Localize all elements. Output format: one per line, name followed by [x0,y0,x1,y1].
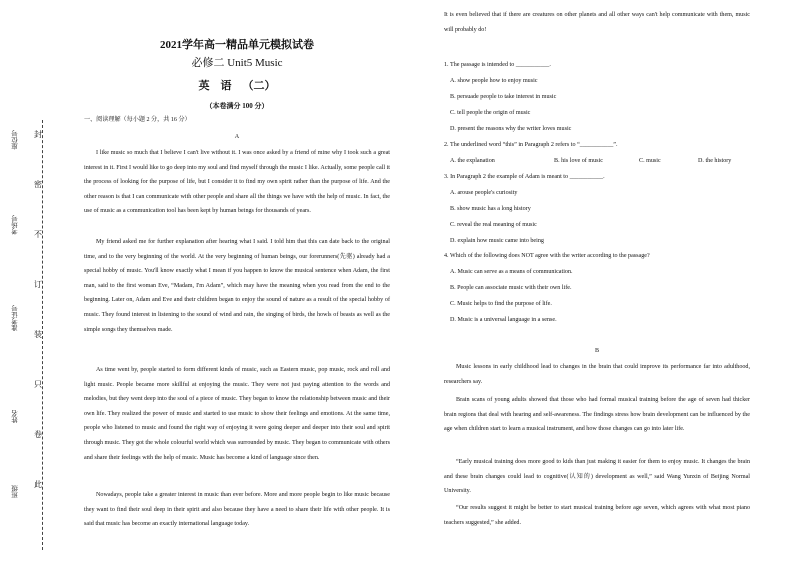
name-field[interactable]: 姓名 [12,410,19,423]
passage-b-paragraph-1: Music lessons in early childhood lead to changes in the brain that could improve its performance far into adulthood, researchers say. [444,364,750,385]
binding-char: 订 [34,280,42,289]
question-3-option-d[interactable]: D. explain how music came into being [450,238,544,244]
question-3-option-b[interactable]: B. show music has a long history [450,206,531,212]
passage-a-paragraph-4: Nowadays, people take a greater interest in music than ever before. More and more people begin to like music because they want to find their soul deep in their spirit and also because they have a need to share their life with other people. It is said that music has become an exactly international language today. [84,492,390,528]
passage-b-paragraph-4: “Our results suggest it might be better to start musical training before age seven, which agrees with what most piano teachers suggested,” she added. [444,505,750,526]
question-2-option-d[interactable]: D. the history [698,158,732,164]
passage-b-paragraph-2: Brain scans of young adults showed that those who had formal musical training before the age of seven had thicker brain regions that deal with hearing and self-awareness. The findings stress how brain development can be influenced by the age when children start to learn a musical instrument, and how those changes can go into later life. [444,397,750,433]
exam-subtitle: 必修二 Unit5 Music [191,57,283,69]
question-3-option-c[interactable]: C. reveal the real meaning of music [450,222,537,228]
question-1-option-b[interactable]: B. persuade people to take interest in music [450,94,557,100]
class-field[interactable]: 班级 [12,485,19,498]
binding-char: 只 [34,380,42,389]
section-heading: 一、阅读理解（每小题 2 分，共 16 分） [84,117,191,123]
question-4-stem: 4. Which of the following does NOT agree with the writer according to the passage? [444,253,650,259]
passage-b-label: B [594,348,600,354]
passage-a-paragraph-2: My friend asked me for further explanation after hearing what I said. I told him that this can date back to the original time, and to the very beginning of the world. At the very beginning of human beings, our forerunners(先驱) already had a special hobby of music. You'll know exactly what I mean if you happen to know the musical sentence when Adam, the first man, said to the first woman Eve, “Madam, I'm Adam”, which may have the meaning when you read from the end to the beginning. Later on, Adam and Eve and their children began to enjoy the sound of nature as a result of the special hobby of music. They found interest in listening to the sound of wind and rain, the singing of birds, the howls of beasts as well as the simple songs they themselves made. [84,239,390,333]
binding-margin [12,120,54,550]
question-1-option-d[interactable]: D. present the reasons why the writer loves music [450,126,572,132]
passage-a-paragraph-3: As time went by, people started to form different kinds of music, such as Eastern music, pop music, rock and roll and light music. People became more skillful at enjoying the music. They were not just paying attention to the words and melodies, but they went deep into the soul of a piece of music. They began to know the relationship between music and their own life. They realized the power of music and started to use music to show their feelings and emotions. At the same time, people who listened to music and found the right way of enjoying it were going deeper and deeper into their soul and spirit through music. They got the whole colourful world which was surrounded by music. They began to communicate with others and share their feelings with the help of music. Music has become a kind of language since then. [84,367,390,461]
question-3-option-a[interactable]: A. arouse people's curiosity [450,190,518,196]
binding-char: 封 [34,130,42,139]
question-1-stem: 1. The passage is intended to ___________. [444,62,551,68]
question-2-option-b[interactable]: B. his love of music [554,158,603,164]
binding-char: 密 [34,180,42,189]
binding-line [42,120,43,550]
question-2-option-a[interactable]: A. the explanation [450,158,495,164]
exam-room-field[interactable]: 考场号 [12,215,19,235]
binding-char: 此 [34,480,42,489]
question-4-option-a[interactable]: A. Music can serve as a means of communication. [450,269,573,275]
passage-b-paragraph-3: “Early musical training does more good to kids than just making it easier for them to enjoy music. It changes the brain and these brain changes could lead to cognitive(认知的) development as well,” said Wang Yunxin of Beijing Normal University. [444,459,750,495]
question-4-option-d[interactable]: D. Music is a universal language in a sense. [450,317,557,323]
binding-char: 不 [34,230,42,239]
binding-char: 卷 [34,430,42,439]
question-4-option-b[interactable]: B. People can associate music with their own life. [450,285,572,291]
seat-number-field[interactable]: 座位号 [12,130,19,150]
passage-a-paragraph-1: I like music so much that I believe I can't live without it. I was once asked by a friend of mine why I took such a great interest in it. First I would like to go deep into my soul and find myself through the music I like. Actually, some people call it the process of looking for the purpose of life, but I consider it to find my own spirit rather than the purpose of life. And the other reason is that I can communicate with other people and share all the things we have with the help of music. In fact, the use of music as a communication tool has been kept by human beings for thousands of years. [84,150,390,215]
subject-title: 英 语 （二） [198,80,276,92]
passage-a-continuation: It is even believed that if there are creatures on other planets and all other ways can't help communicate with them, music will probably do! [444,12,750,33]
question-2-option-c[interactable]: C. music [639,158,661,164]
binding-char: 装 [34,330,42,339]
question-3-stem: 3. In Paragraph 2 the example of Adam is meant to ___________. [444,174,605,180]
question-1-option-c[interactable]: C. tell people the origin of music [450,110,531,116]
exam-title: 2021学年高一精品单元模拟试卷 [160,39,314,51]
question-4-option-c[interactable]: C. Music helps to find the purpose of life. [450,301,552,307]
question-1-option-a[interactable]: A. show people how to enjoy music [450,78,538,84]
passage-a-label: A [234,134,240,140]
admission-number-field[interactable]: 准考证号 [12,305,19,331]
score-note: （本卷满分 100 分） [205,102,269,110]
question-2-stem: 2. The underlined word “this” in Paragraph 2 refers to “___________”. [444,142,618,148]
